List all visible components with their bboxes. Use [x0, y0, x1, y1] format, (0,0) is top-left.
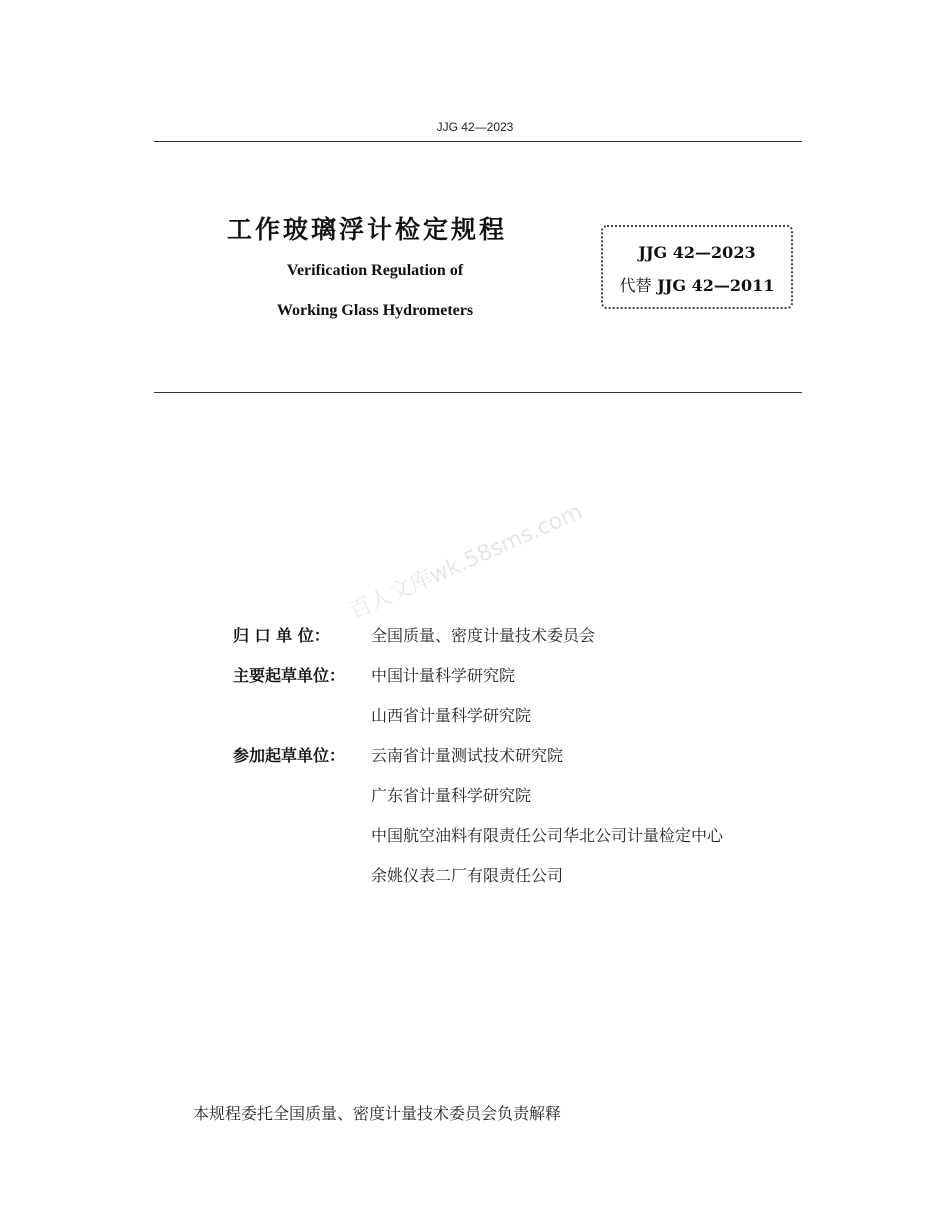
watermark: 百人文库wk.58sms.com [345, 499, 587, 625]
replaced-standard-code: JJG 42—2011 [657, 276, 775, 295]
participating-unit: 余姚仪表二厂有限责任公司 [371, 866, 564, 885]
participating-unit: 广东省计量科学研究院 [371, 786, 532, 805]
title-block-rule [154, 392, 802, 393]
title-english-line-1: Verification Regulation of [286, 262, 464, 279]
main-drafting-unit: 中国计量科学研究院 [371, 666, 516, 685]
standard-code-box [601, 225, 793, 309]
header-rule [154, 141, 802, 142]
running-header-code: JJG 42—2023 [436, 120, 514, 134]
replaces-code [603, 273, 791, 296]
guikou-unit: 全国质量、密度计量技术委员会 [371, 626, 596, 645]
participating-unit-label: 参加起草单位： [233, 746, 346, 765]
guikou-unit-label: 归 口 单 位： [233, 626, 330, 645]
replaces-prefix: 代替 [619, 276, 652, 295]
participating-unit: 中国航空油料有限责任公司华北公司计量检定中心 [371, 826, 724, 845]
main-drafting-unit-label: 主要起草单位： [233, 666, 346, 685]
interpretation-note: 本规程委托全国质量、密度计量技术委员会负责解释 [193, 1104, 562, 1123]
main-drafting-unit: 山西省计量科学研究院 [371, 706, 532, 725]
title-chinese: 工作玻璃浮计检定规程 [227, 215, 508, 244]
title-english-line-2: Working Glass Hydrometers [276, 302, 474, 319]
standard-code: JJG 42—2023 [638, 243, 756, 262]
participating-unit: 云南省计量测试技术研究院 [371, 746, 564, 765]
